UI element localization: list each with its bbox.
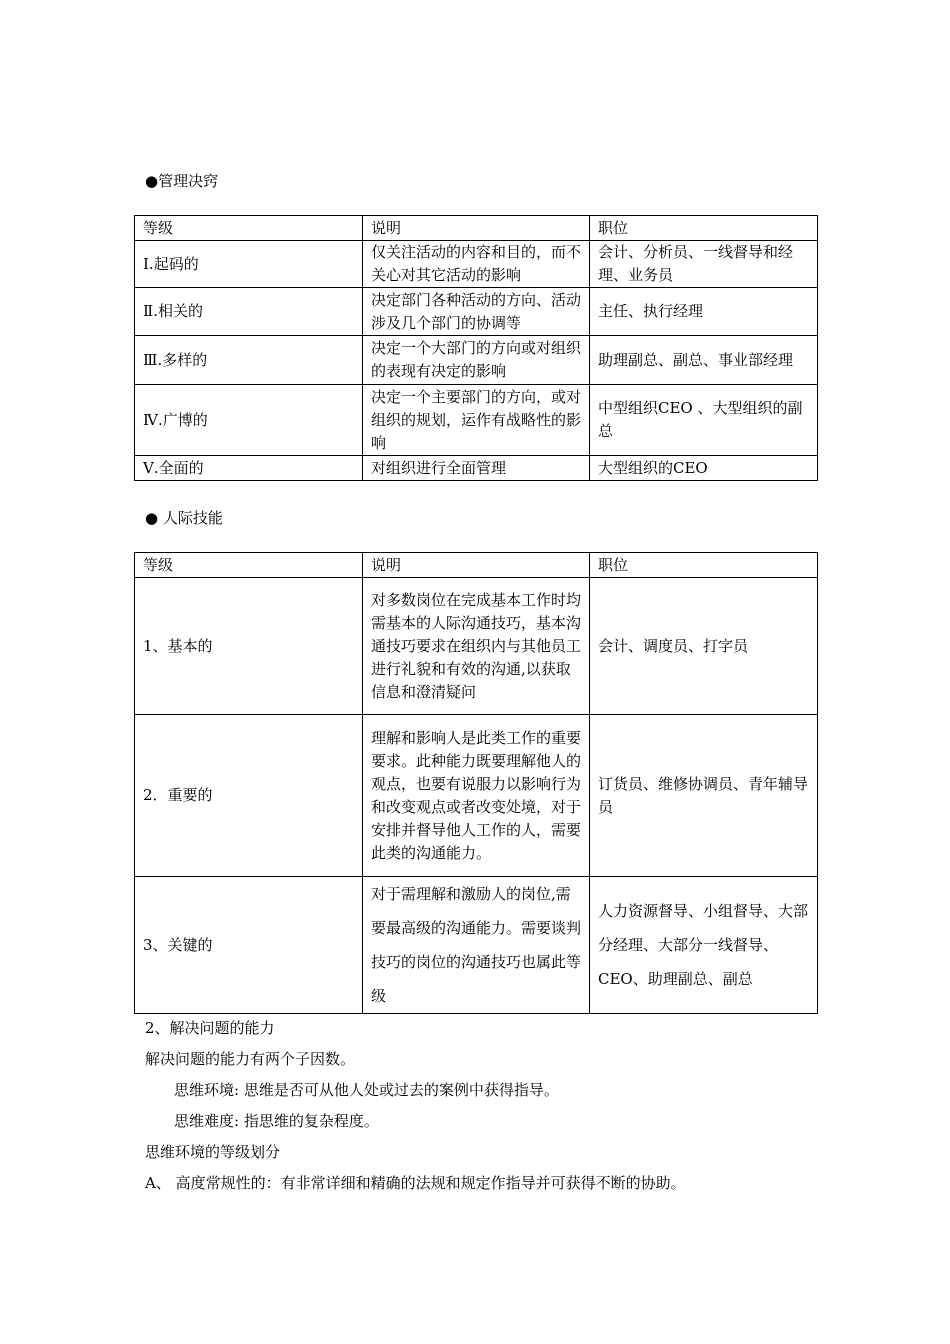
table-header-row [135, 216, 818, 241]
level-cell: 2．重要的 [135, 715, 363, 877]
table-row [135, 877, 818, 1014]
table-row [135, 241, 818, 288]
table-row [135, 385, 818, 456]
interpersonal-skills-table [134, 552, 818, 1014]
position-cell: 会计、分析员、一线督导和经理、业务员 [590, 241, 818, 288]
paragraph-subfactors: 解决问题的能力有两个子因数。 [145, 1050, 356, 1068]
description-cell: 仅关注活动的内容和目的，而不关心对其它活动的影响 [363, 241, 590, 288]
level-cell: Ⅱ.相关的 [135, 288, 363, 336]
section-title-problem-solving: 2、解决问题的能力 [145, 1019, 275, 1037]
section-heading-management: ●管理决窍 [145, 172, 219, 190]
list-item-a: A、 高度常规性的：有非常详细和精确的法规和规定作指导并可获得不断的协助。 [145, 1174, 686, 1192]
management-know-how-table [134, 215, 818, 481]
table-row [135, 288, 818, 336]
description-cell: 对组织进行全面管理 [363, 456, 590, 481]
description-cell: 决定一个主要部门的方向，或对组织的规划，运作有战略性的影响 [363, 385, 590, 456]
position-cell: 中型组织CEO 、大型组织的副总 [590, 385, 818, 456]
header-level: 等级 [135, 553, 363, 578]
header-description: 说明 [363, 553, 590, 578]
level-cell: Ⅲ.多样的 [135, 336, 363, 385]
position-cell: 会计、调度员、打字员 [590, 578, 818, 715]
description-cell: 理解和影响人是此类工作的重要要求。此种能力既要理解他人的观点，也要有说服力以影响行为和改变观点或者改变处境，对于安排并督导他人工作的人，需要此类的沟通能力。 [363, 715, 590, 877]
section-heading-interpersonal: ● 人际技能 [145, 509, 223, 527]
paragraph-thinking-difficulty: 思维难度: 指思维的复杂程度。 [174, 1112, 379, 1130]
description-cell: 对多数岗位在完成基本工作时均需基本的人际沟通技巧，基本沟通技巧要求在组织内与其他员工进行礼貌和有效的沟通,以获取信息和澄清疑问 [363, 578, 590, 715]
position-cell: 人力资源督导、小组督导、大部分经理、大部分一线督导、CEO、助理副总、副总 [590, 877, 818, 1014]
description-cell: 决定一个大部门的方向或对组织的表现有决定的影响 [363, 336, 590, 385]
table-row [135, 456, 818, 481]
table-row [135, 715, 818, 877]
position-cell: 助理副总、副总、事业部经理 [590, 336, 818, 385]
position-cell: 大型组织的CEO [590, 456, 818, 481]
level-cell: Ⅰ.起码的 [135, 241, 363, 288]
level-cell: Ⅴ.全面的 [135, 456, 363, 481]
header-description: 说明 [363, 216, 590, 241]
position-cell: 订货员、维修协调员、青年辅导员 [590, 715, 818, 877]
level-cell: 3、关键的 [135, 877, 363, 1014]
level-cell: 1、基本的 [135, 578, 363, 715]
description-cell: 决定部门各种活动的方向、活动涉及几个部门的协调等 [363, 288, 590, 336]
paragraph-thinking-environment: 思维环境: 思维是否可从他人处或过去的案例中获得指导。 [174, 1081, 559, 1099]
description-cell: 对于需理解和激励人的岗位,需要最高级的沟通能力。需要谈判技巧的岗位的沟通技巧也属此等级 [363, 877, 590, 1014]
table-row [135, 578, 818, 715]
level-cell: Ⅳ.广博的 [135, 385, 363, 456]
header-position: 职位 [590, 216, 818, 241]
table-row [135, 336, 818, 385]
header-position: 职位 [590, 553, 818, 578]
position-cell: 主任、执行经理 [590, 288, 818, 336]
paragraph-level-division: 思维环境的等级划分 [145, 1143, 281, 1161]
header-level: 等级 [135, 216, 363, 241]
table-header-row [135, 553, 818, 578]
